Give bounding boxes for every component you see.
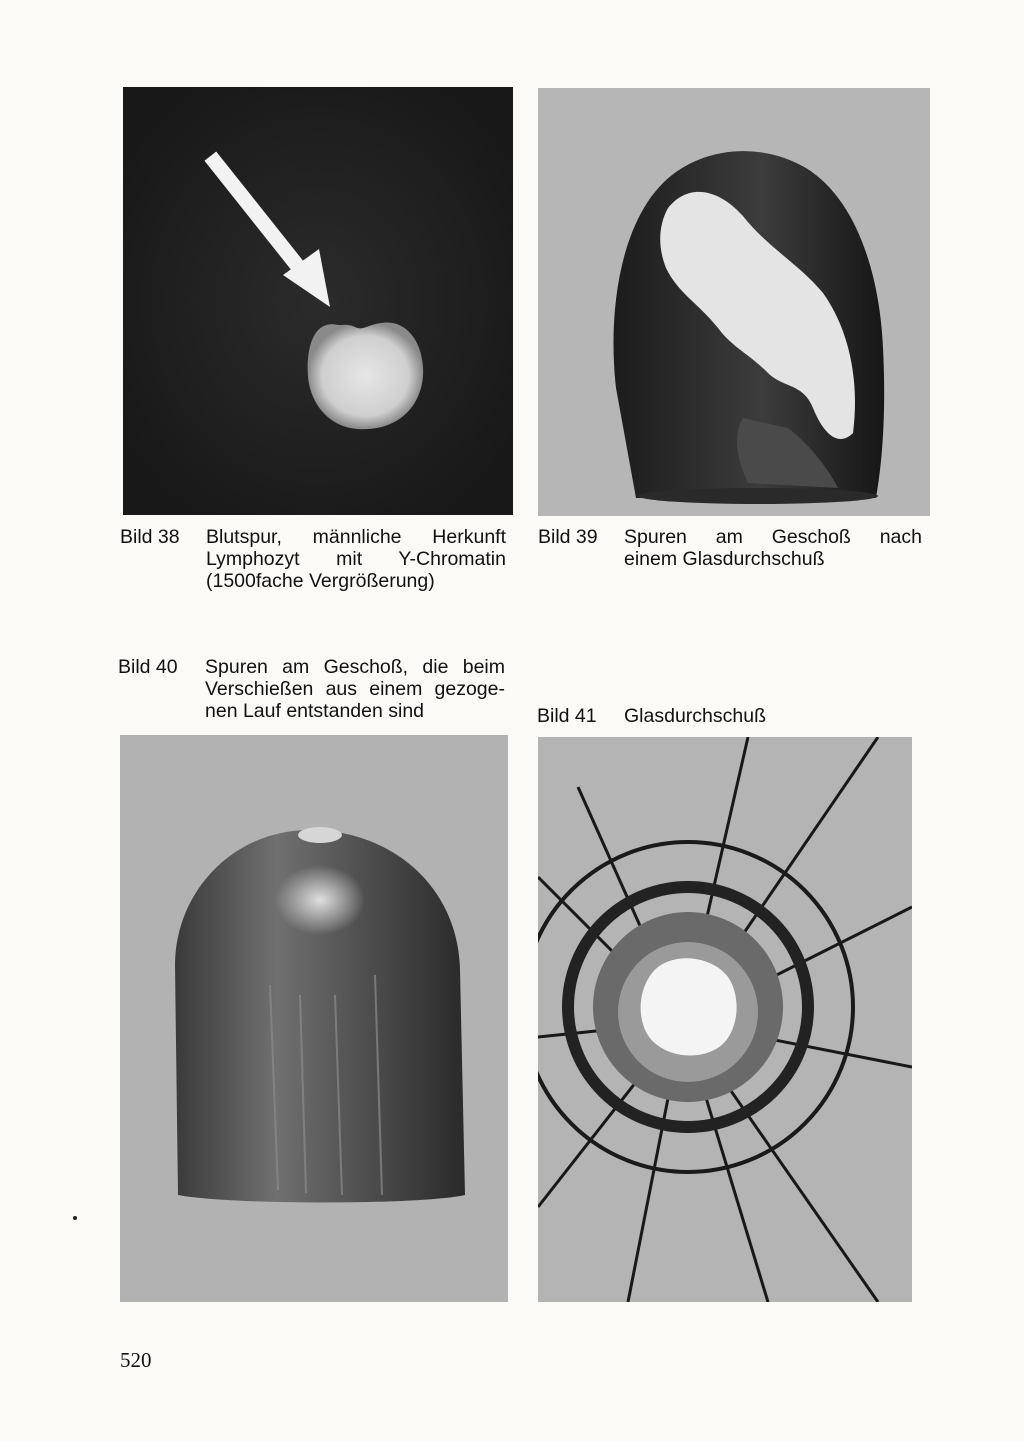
figure-39-photo bbox=[538, 88, 930, 516]
lymphocyte-cell bbox=[308, 322, 423, 429]
caption-line: Lymphozyt mit Y-Chromatin bbox=[206, 548, 506, 570]
figure-38-caption bbox=[120, 526, 512, 596]
figure-38-photo bbox=[123, 87, 513, 515]
figure-40-caption bbox=[118, 656, 510, 726]
figure-41-caption bbox=[537, 705, 923, 729]
figure-label: Bild 40 bbox=[118, 656, 178, 678]
figure-39-caption bbox=[538, 526, 924, 574]
figure-label: Bild 39 bbox=[538, 526, 598, 548]
caption-line: Verschießen aus einem gezoge- bbox=[205, 678, 505, 700]
caption-line: Glasdurchschuß bbox=[624, 705, 766, 727]
caption-line: Spuren am Geschoß nach bbox=[624, 526, 922, 548]
figure-41-photo bbox=[538, 737, 912, 1302]
page-number: 520 bbox=[120, 1348, 152, 1372]
figure-40-photo bbox=[120, 735, 508, 1302]
caption-line: nen Lauf entstanden sind bbox=[205, 700, 425, 722]
stray-dot bbox=[73, 1216, 77, 1220]
caption-line: Spuren am Geschoß, die beim bbox=[205, 656, 505, 678]
caption-line: Blutspur, männliche Herkunft bbox=[206, 526, 506, 548]
bullet-hole bbox=[641, 958, 737, 1055]
figure-label: Bild 38 bbox=[120, 526, 180, 548]
caption-line: (1500fache Vergrößerung) bbox=[206, 570, 435, 592]
figure-label: Bild 41 bbox=[537, 705, 597, 727]
caption-line: einem Glasdurchschuß bbox=[624, 548, 825, 570]
